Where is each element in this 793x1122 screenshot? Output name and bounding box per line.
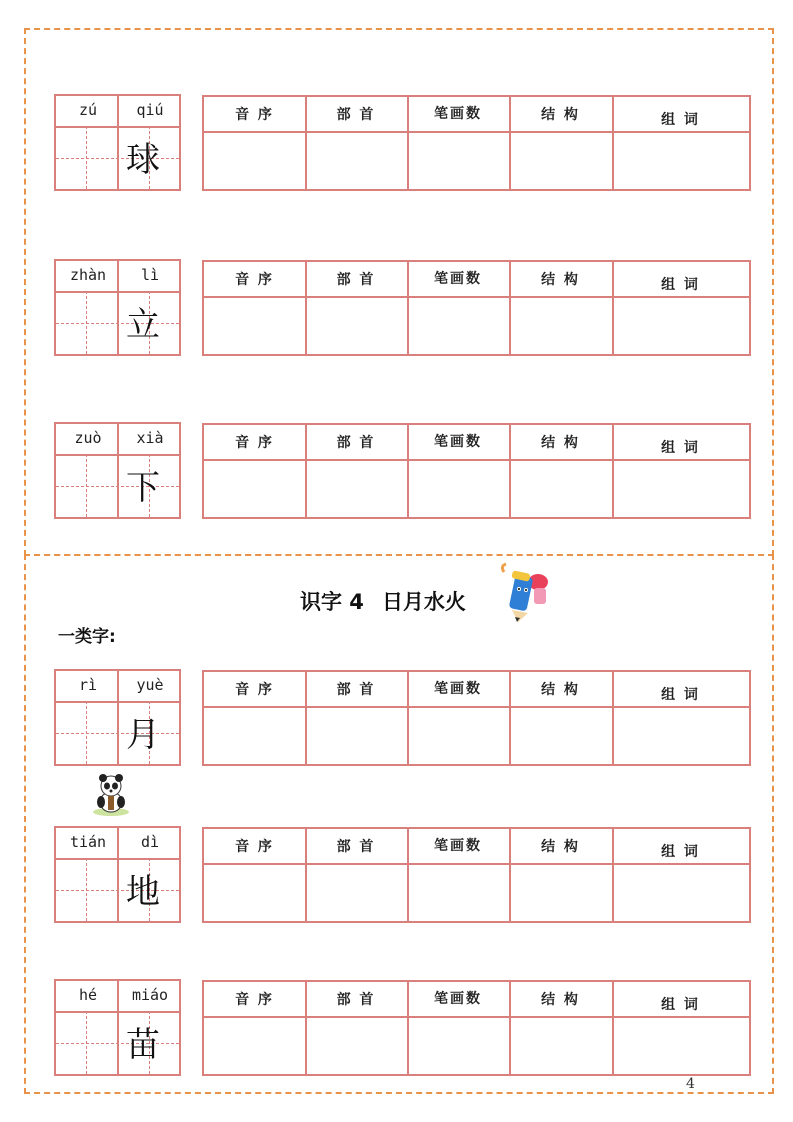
panda-icon [90, 772, 132, 818]
lesson-number: 识字 4 [300, 590, 364, 614]
header-jiegou: 结 构 [541, 272, 580, 288]
info-table-1 [202, 95, 751, 191]
header-jiegou: 结 构 [541, 992, 580, 1008]
pinyin-6b: miáo [131, 986, 169, 1004]
pencil-mascot-icon [498, 562, 554, 626]
header-bushou: 部 首 [336, 682, 376, 698]
header-zuci: 组 词 [661, 277, 700, 293]
header-zuci: 组 词 [661, 997, 700, 1013]
character-3: 下 [126, 468, 160, 508]
info-table-5 [202, 827, 751, 923]
info-table-6 [202, 980, 751, 1076]
header-yinxu: 音 序 [235, 839, 274, 855]
pinyin-2a: zhàn [69, 266, 107, 284]
header-jiegou: 结 构 [541, 107, 580, 123]
header-bushou: 部 首 [336, 992, 376, 1008]
character-1: 球 [126, 140, 160, 180]
header-bihuashu: 笔画数 [434, 838, 482, 854]
pinyin-6a: hé [78, 986, 98, 1004]
pinyin-4b: yuè [136, 676, 164, 694]
char-grid-4 [54, 669, 181, 766]
lesson-name: 日月水火 [381, 590, 466, 614]
subtitle: 一类字: [58, 627, 116, 647]
header-jiegou: 结 构 [541, 839, 580, 855]
pinyin-4a: rì [78, 676, 98, 694]
pinyin-3b: xià [136, 429, 164, 447]
char-grid-1 [54, 94, 181, 191]
header-jiegou: 结 构 [541, 682, 580, 698]
info-table-3 [202, 423, 751, 519]
character-5: 地 [126, 872, 160, 912]
info-table-2 [202, 260, 751, 356]
header-yinxu: 音 序 [235, 992, 274, 1008]
section-title [300, 586, 484, 616]
pinyin-1a: zú [78, 101, 98, 119]
character-6: 苗 [126, 1025, 160, 1065]
character-4: 月 [126, 715, 160, 755]
header-bushou: 部 首 [336, 839, 376, 855]
pinyin-5b: dì [140, 833, 160, 851]
header-yinxu: 音 序 [235, 107, 274, 123]
header-bushou: 部 首 [336, 107, 376, 123]
header-zuci: 组 词 [661, 844, 700, 860]
pinyin-1b: qiú [136, 101, 164, 119]
pinyin-2b: lì [140, 266, 160, 284]
info-table-4 [202, 670, 751, 766]
pinyin-3a: zuò [74, 429, 102, 447]
header-yinxu: 音 序 [235, 682, 274, 698]
header-yinxu: 音 序 [235, 435, 274, 451]
char-grid-3 [54, 422, 181, 519]
header-zuci: 组 词 [661, 687, 700, 703]
header-bihuashu: 笔画数 [434, 991, 482, 1007]
header-bihuashu: 笔画数 [434, 681, 482, 697]
pinyin-5a: tián [69, 833, 107, 851]
header-bihuashu: 笔画数 [434, 271, 482, 287]
char-grid-6 [54, 979, 181, 1076]
header-bihuashu: 笔画数 [434, 106, 482, 122]
header-bushou: 部 首 [336, 435, 376, 451]
char-grid-5 [54, 826, 181, 923]
character-2: 立 [126, 305, 160, 345]
header-zuci: 组 词 [661, 112, 700, 128]
header-zuci: 组 词 [661, 440, 700, 456]
header-bihuashu: 笔画数 [434, 434, 482, 450]
header-jiegou: 结 构 [541, 435, 580, 451]
header-bushou: 部 首 [336, 272, 376, 288]
char-grid-2 [54, 259, 181, 356]
page-number: 4 [686, 1076, 695, 1092]
header-yinxu: 音 序 [235, 272, 274, 288]
